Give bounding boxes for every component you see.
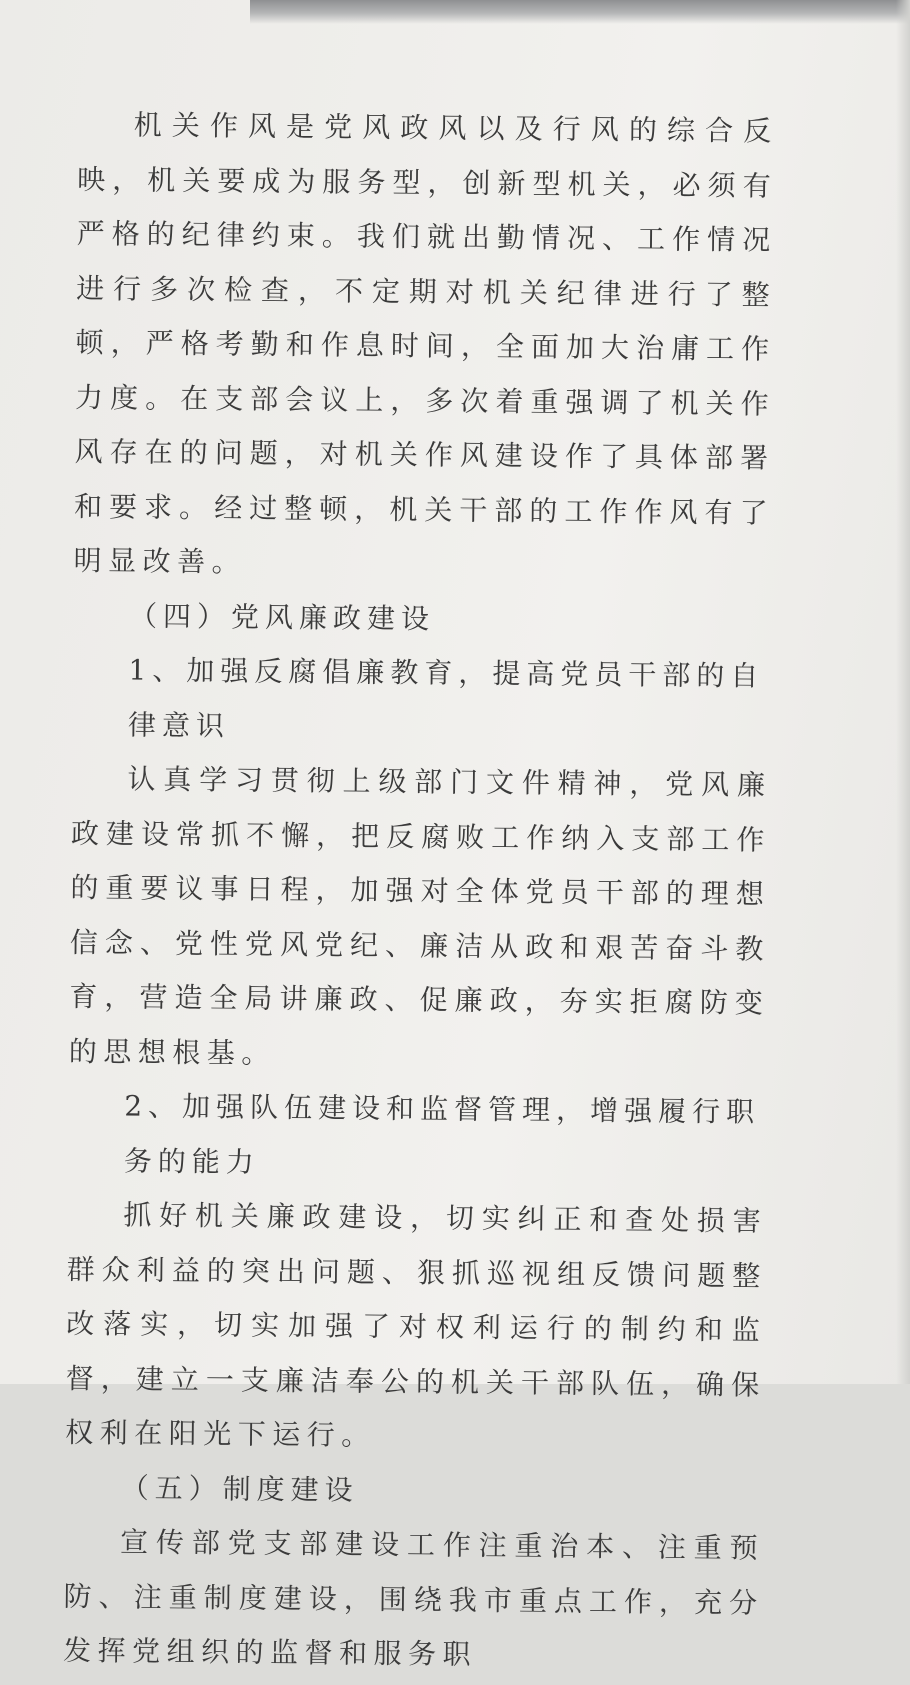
document-body	[63, 98, 778, 1685]
section-heading-5: （五）制度建设	[120, 1470, 359, 1507]
scan-edge-shadow	[250, 0, 910, 24]
paragraph-system-building: 宣传部党支部建设工作注重治本、注重预防、注重制度建设，围绕我市重点工作，充分发挥党组织的监督和服务职	[62, 1525, 765, 1671]
section-heading-4: （四）党风廉政建设	[128, 599, 436, 635]
paragraph-anti-corruption: 认真学习贯彻上级部门文件精神，党风廉政建设常抓不懈，把反腐败工作纳入支部工作的重要议事日程，加强对全体党员干部的理想信念、党性党风党纪、廉洁从政和艰苦奋斗教育，营造全局讲廉政、促廉政，夯实拒腐防变的思想根基。	[68, 762, 772, 1070]
paragraph-team-building: 抓好机关廉政建设，切实纠正和查处损害群众利益的突出问题、狠抓巡视组反馈问题整改落实，切实加强了对权利运行的制约和监督，建立一支廉洁奉公的机关干部队伍，确保权利在阳光下运行。	[65, 1198, 768, 1452]
subheading-1: 1、加强反腐倡廉教育，提高党员干部的自律意识	[127, 653, 765, 742]
subheading-2: 2、加强队伍建设和监督管理，增强履行职务的能力	[123, 1089, 761, 1179]
page-edge-shadow	[896, 0, 910, 1384]
paragraph-work-style: 机关作风是党风政风以及行风的综合反映，机关要成为服务型，创新型机关，必须有严格的纪律约束。我们就出勤情况、工作情况进行多次检查，不定期对机关纪律进行了整顿，严格考勤和作息时间，全面加大治庸工作力度。在支部会议上，多次着重强调了机关作风存在的问题，对机关作风建设作了具体部署和要求。经过整顿，机关干部的工作作风有了明显改善。	[73, 108, 778, 579]
